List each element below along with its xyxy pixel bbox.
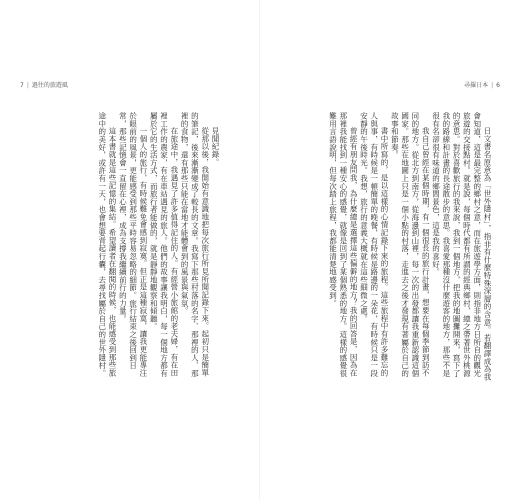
right-body-text: [282, 112, 492, 382]
right-running-title: 尋羅日本: [464, 82, 489, 89]
body-paragraph: 這本書就是這些記憶的集結。希望讀者在翻閱的時候，也能感受到那些旅途中的美好，或許有一天，也會想要背起行囊，去尋找屬於自己的世外隱村。: [97, 112, 118, 378]
left-page-number: 7: [20, 82, 24, 89]
right-page-header: [464, 80, 500, 89]
header-separator: |: [491, 82, 494, 89]
right-page-number: 6: [496, 82, 500, 89]
body-paragraph: 日文書名原意為「世外隱村」，指非有什麼特殊深層的含意。若翻譯成為我會知道，這是最完整的鄉村之意，而在旅遊學方面，則指非地方日所自的觀光旅遊的交接點村。就是說，每個時代都有所謂的經典鄉村，總之帶著世外桃源的意思。對於喜歡旅行的我來說，我到一個地方，把我的地圖攤開來，寫下了我的路線和計畫的長途散步的意思。我喜愛那種沒什麼遊客的地方，那些不是很有名卻很有味道的鄉間景色，這是我的喜好。: [431, 112, 492, 381]
left-body-text: [30, 112, 220, 382]
body-paragraph: 從那以後，我開始有意識地把每次旅行所見所聞記錄下來。起初只是簡單的筆記，後來漸漸變成了較長的文章。我寫下那些村落的名字、那裡的人、那裡的食物，還有那些只能在當地才能體會到的風景與氣氛。: [180, 112, 210, 378]
body-paragraph: 書中所寫的，是以這樣的心情記錄下來的旅程。這些旅程中有許多難忘的人與事，有時候是一頓簡單的晚餐，有時候是路邊的一朵花，有時候只是一段安靜的午後時光。我想，旅行的意義大概就在這些細微之處。: [359, 112, 390, 378]
left-page-header: [20, 80, 68, 89]
body-paragraph: 在旅途中，我遇見了許多值得記住的人。有經營小旅館的老夫婦，有在田裡工作的農家，有在車站遇見的旅人。他們的故事讓我明白，每一個地方都有屬於它的生活方式，而旅行者能做的，就是靜靜地觀察和傾聽。: [149, 112, 179, 378]
body-paragraph: 一個人的旅行，有時候難免會感到寂寞。但正是這種寂寞，讓我更能專注於眼前的風景，更能感受到那些平時容易忽略的細節。旅行結束之後回到日常，那些記憶會一直留在心裡，成為支撐我繼續前行的力量。: [118, 112, 148, 377]
body-paragraph: 見聞紀錄。: [211, 127, 220, 166]
header-separator: |: [26, 82, 29, 89]
right-page: [260, 0, 520, 500]
left-running-title: 過往的旅遊風: [31, 82, 68, 89]
body-paragraph: 曾經有朋友問我，為什麼總是選擇這些偏僻的地方？我的回答是，因為在那裡我能找到一種安心的感覺，就像是回到了某個熟悉的地方。這樣的感覺很難用言語說明，但每次踏上旅程，我都能清楚地感受到。: [328, 112, 359, 378]
body-paragraph: 我自己曾經在某個時期，有一個很長的旅行計畫，想要在每個季節到訪不同的地方。從北方到南方，從海邊到山裡，每一次的出發都讓我重新認識這個國家。那些在地圖上只是一個小點的村落，走進去之後才發現有著屬於自己的故事和節奏。: [390, 112, 431, 378]
